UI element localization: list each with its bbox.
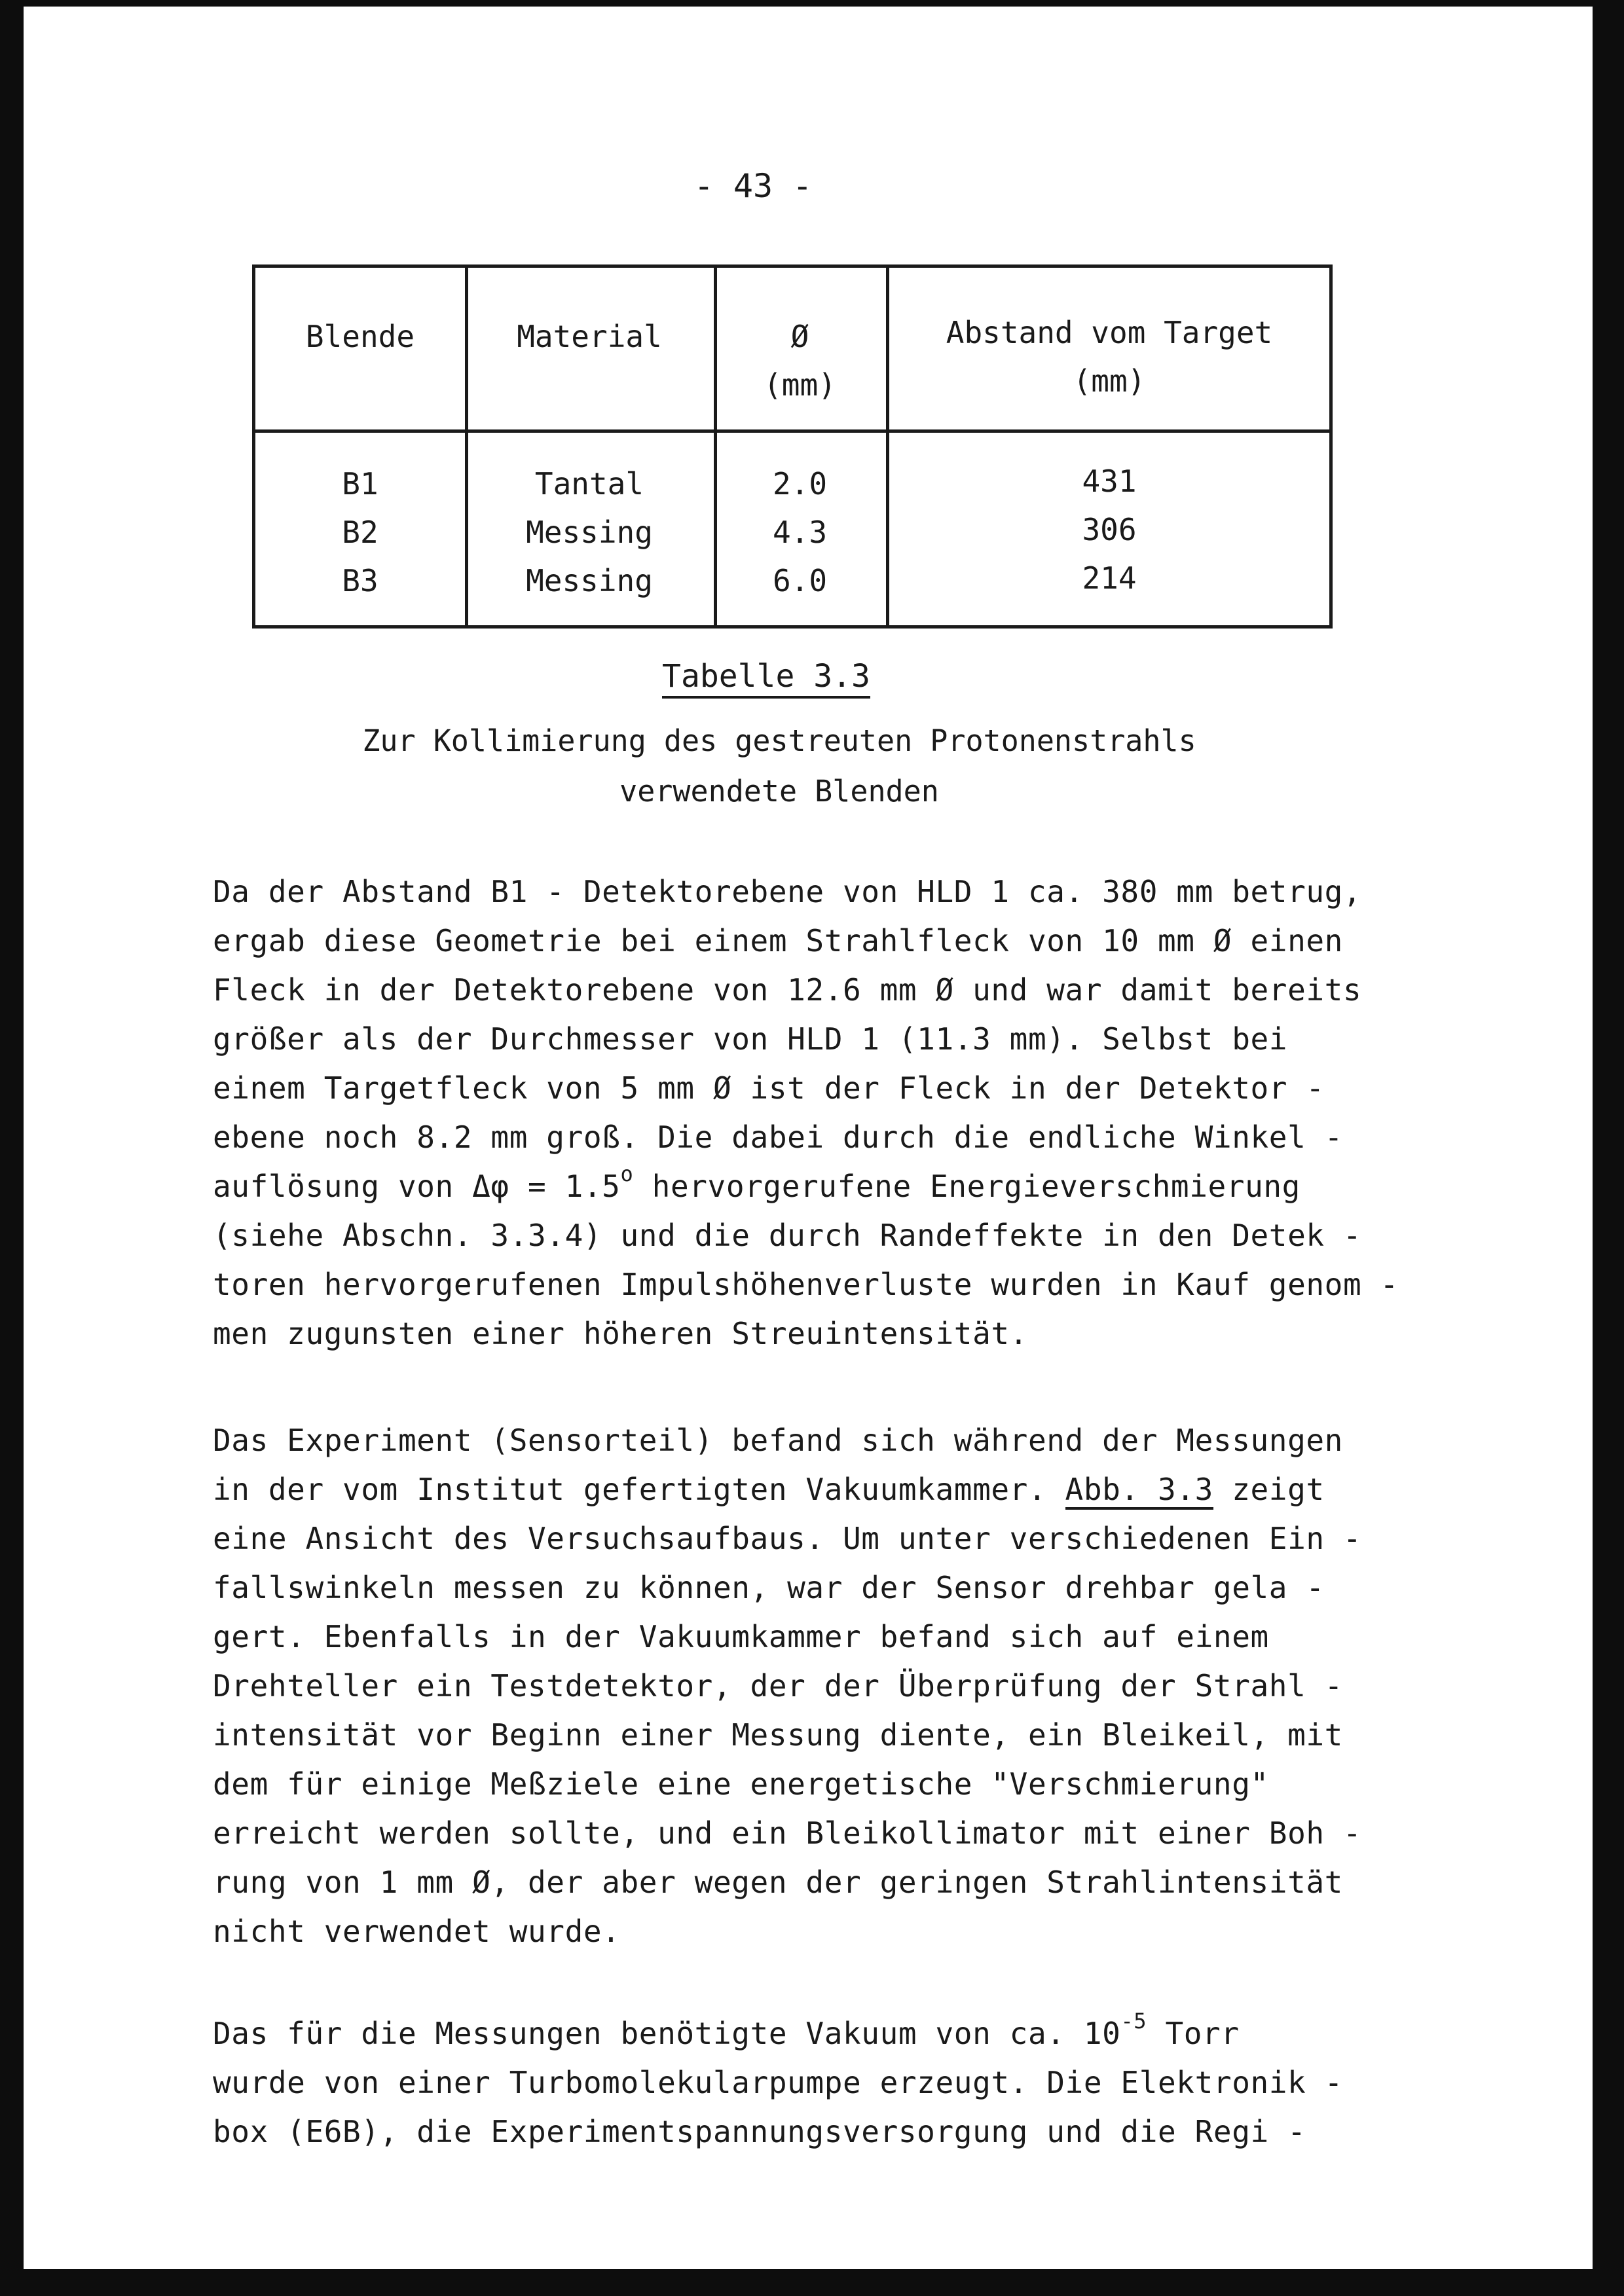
text-line: in der vom Institut gefertigten Vakuumkammer. Abb. 3.3 zeigt bbox=[213, 1465, 1496, 1514]
cell-diameter: 6.0 bbox=[772, 563, 828, 598]
paragraph-3 bbox=[213, 2009, 1496, 2157]
text-line: Drehteller ein Testdetektor, der der Überprüfung der Strahl - bbox=[213, 1668, 1343, 1704]
cell-blende: B3 bbox=[342, 563, 378, 598]
text-line: ebene noch 8.2 mm groß. Die dabei durch die endliche Winkel - bbox=[213, 1120, 1343, 1155]
text-line: men zugunsten einer höheren Streuintensität. bbox=[213, 1316, 1028, 1351]
table-caption-title: Tabelle 3.3 bbox=[648, 658, 884, 695]
table-caption-line: Zur Kollimierung des gestreuten Protonenstrahls bbox=[362, 723, 1196, 758]
text-line: auflösung von $\Delta\varphi = 1.5^o$ hervorgerufene Energieverschmierung bbox=[213, 1161, 1301, 1204]
text-line: eine Ansicht des Versuchsaufbaus. Um unter verschiedenen Ein - bbox=[213, 1521, 1362, 1556]
scan-border-bottom bbox=[0, 2269, 1624, 2296]
cell-material: Tantal bbox=[534, 466, 644, 501]
cell-material: Messing bbox=[526, 515, 653, 550]
header-diameter-unit: (mm) bbox=[764, 367, 836, 403]
header-material: Material bbox=[517, 319, 662, 354]
paragraph-1 bbox=[213, 867, 1496, 1358]
text-line: fallswinkeln messen zu können, war der Sensor drehbar gela - bbox=[213, 1570, 1325, 1605]
table-caption-line: verwendete Blenden bbox=[619, 774, 939, 809]
scan-border-right bbox=[1593, 0, 1624, 2296]
page-number: - 43 - bbox=[693, 167, 813, 205]
text-line: dem für einige Meßziele eine energetische "Verschmierung" bbox=[213, 1766, 1269, 1802]
text-line: Fleck in der Detektorebene von 12.6 mm Ø und war damit bereits bbox=[213, 972, 1362, 1008]
text-line: einem Targetfleck von 5 mm Ø ist der Fleck in der Detektor - bbox=[213, 1070, 1325, 1106]
cell-distance: 431 bbox=[1082, 464, 1137, 499]
text-line: (siehe Abschn. 3.3.4) und die durch Randeffekte in den Detek - bbox=[213, 1218, 1362, 1253]
cell-diameter: 4.3 bbox=[772, 515, 828, 550]
text-line: erreicht werden sollte, und ein Bleikollimator mit einer Boh - bbox=[213, 1815, 1362, 1851]
cell-diameter: 2.0 bbox=[772, 466, 828, 501]
blende-table bbox=[252, 264, 1333, 629]
text-line: wurde von einer Turbomolekularpumpe erzeugt. Die Elektronik - bbox=[213, 2065, 1343, 2100]
text-line: rung von 1 mm Ø, der aber wegen der geringen Strahlintensität bbox=[213, 1865, 1343, 1900]
cell-distance: 306 bbox=[1082, 512, 1137, 547]
cell-blende: B1 bbox=[342, 466, 378, 501]
header-blende: Blende bbox=[305, 319, 415, 354]
text-line: gert. Ebenfalls in der Vakuumkammer befand sich auf einem bbox=[213, 1619, 1269, 1654]
cell-blende: B2 bbox=[342, 515, 378, 550]
scan-border-left bbox=[0, 0, 24, 2296]
header-distance-unit: (mm) bbox=[1073, 363, 1146, 399]
text-line: toren hervorgerufenen Impulshöhenverluste wurden in Kauf genom - bbox=[213, 1267, 1399, 1302]
scan-border-top bbox=[0, 0, 1624, 7]
header-diameter: Ø bbox=[790, 319, 809, 354]
text-line: ergab diese Geometrie bei einem Strahlfleck von 10 mm Ø einen bbox=[213, 923, 1343, 958]
text-line: nicht verwendet wurde. bbox=[213, 1914, 621, 1949]
figure-reference: Abb. 3.3 bbox=[1065, 1472, 1213, 1510]
text-line: größer als der Durchmesser von HLD 1 (11.3 mm). Selbst bei bbox=[213, 1021, 1288, 1057]
text-line: intensität vor Beginn einer Messung diente, ein Bleikeil, mit bbox=[213, 1717, 1343, 1753]
cell-distance: 214 bbox=[1082, 560, 1137, 596]
cell-material: Messing bbox=[526, 563, 653, 598]
text-line: box (E6B), die Experimentspannungsversorgung und die Regi - bbox=[213, 2114, 1306, 2149]
paragraph-2 bbox=[213, 1416, 1496, 1956]
table-header-rule bbox=[255, 429, 1329, 433]
text-line: Da der Abstand B1 - Detektorebene von HLD 1 ca. 380 mm betrug, bbox=[213, 874, 1362, 909]
text-line: Das Experiment (Sensorteil) befand sich während der Messungen bbox=[213, 1423, 1343, 1458]
text-line: Das für die Messungen benötigte Vakuum von ca. $10^{-5}$ Torr bbox=[213, 2009, 1240, 2051]
header-distance: Abstand vom Target bbox=[946, 315, 1273, 350]
